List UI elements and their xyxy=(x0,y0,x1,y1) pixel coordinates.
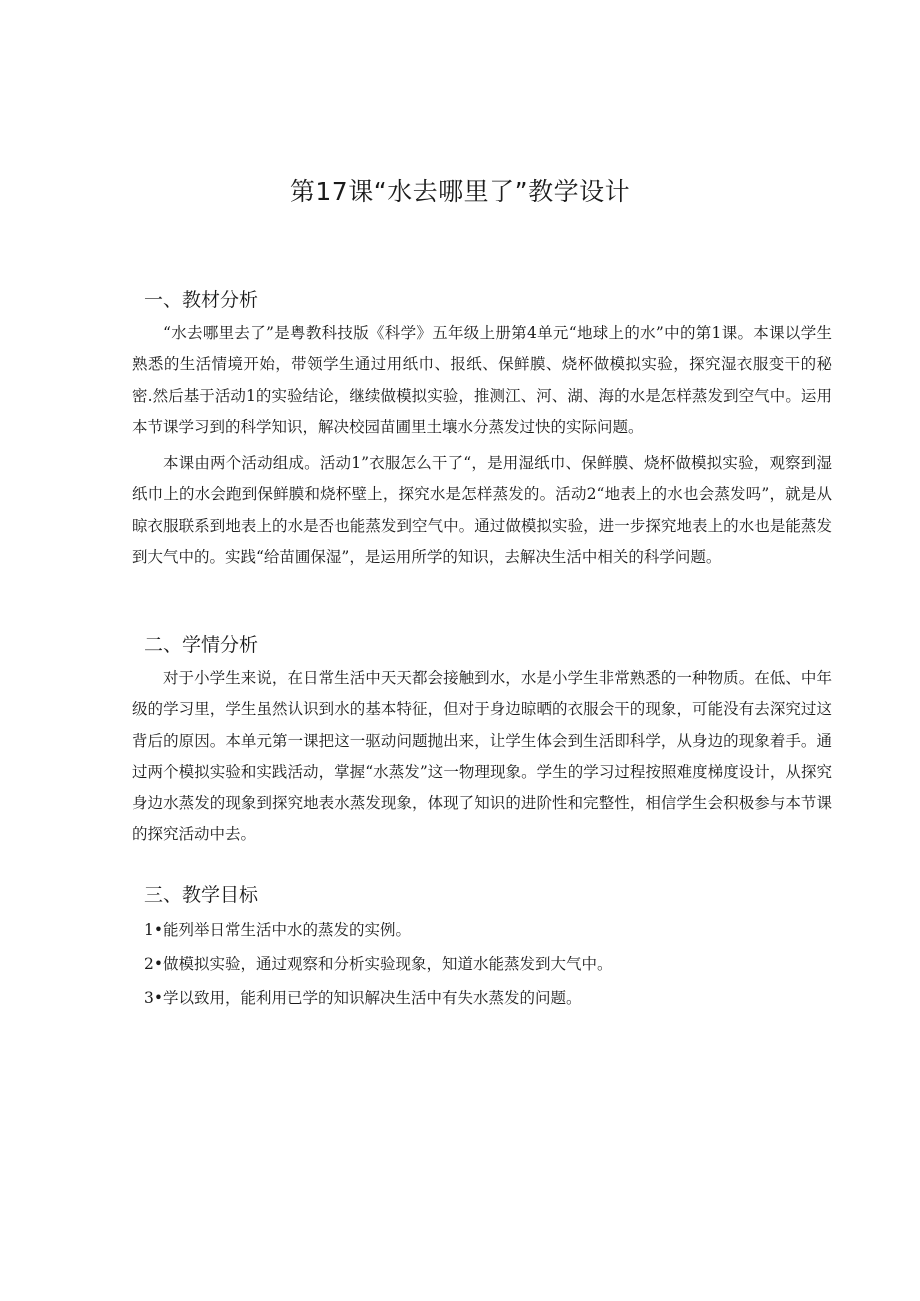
paragraph-student-analysis: 对于小学生来说，在日常生活中天天都会接触到水，水是小学生非常熟悉的一种物质。在低、中年级的学习里，学生虽然认识到水的基本特征，但对于身边晾晒的衣服会干的现象，可能没有去深究过这背后的原因。本单元第一课把这一驱动问题抛出来，让学生体会到生活即科学，从身边的现象着手。通过两个模拟实验和实践活动，掌握“水蒸发”这一物理现象。学生的学习过程按照难度梯度设计，从探究身边水蒸发的现象到探究地表水蒸发现象，体现了知识的进阶性和完整性，相信学生会积极参与本节课的探究活动中去。 xyxy=(132,669,832,844)
goal-item-3: 3•学以致用，能利用已学的知识解决生活中有失水蒸发的问题。 xyxy=(144,989,582,1007)
section-heading-material-analysis: 一、教材分析 xyxy=(144,289,259,311)
document-title: 第17课“水去哪里了”教学设计 xyxy=(289,177,631,206)
goal-item-1: 1•能列举日常生活中水的蒸发的实例。 xyxy=(144,921,412,939)
section-heading-teaching-goals: 三、教学目标 xyxy=(144,884,259,906)
goal-item-2: 2•做模拟实验，通过观察和分析实验现象，知道水能蒸发到大气中。 xyxy=(144,955,613,973)
paragraph-material-activities: 本课由两个活动组成。活动1”衣服怎么干了“，是用湿纸巾、保鲜膜、烧杯做模拟实验，观察到湿纸巾上的水会跑到保鲜膜和烧杯壁上，探究水是怎样蒸发的。活动2“地表上的水也会蒸发吗”，就是从晾衣服联系到地表上的水是否也能蒸发到空气中。通过做模拟实验，进一步探究地表上的水也是能蒸发到大气中的。实践“给苗圃保湿”，是运用所学的知识，去解决生活中相关的科学问题。 xyxy=(132,454,832,566)
section-heading-student-analysis: 二、学情分析 xyxy=(144,634,259,656)
paragraph-material-intro: “水去哪里去了”是粤教科技版《科学》五年级上册第4单元“地球上的水”中的第1课。本课以学生熟悉的生活情境开始，带领学生通过用纸巾、报纸、保鲜膜、烧杯做模拟实验，探究湿衣服变干的秘密.然后基于活动1的实验结论，继续做模拟实验，推测江、河、湖、海的水是怎样蒸发到空气中。运用本节课学习到的科学知识，解决校园苗圃里土壤水分蒸发过快的实际问题。 xyxy=(132,324,832,436)
